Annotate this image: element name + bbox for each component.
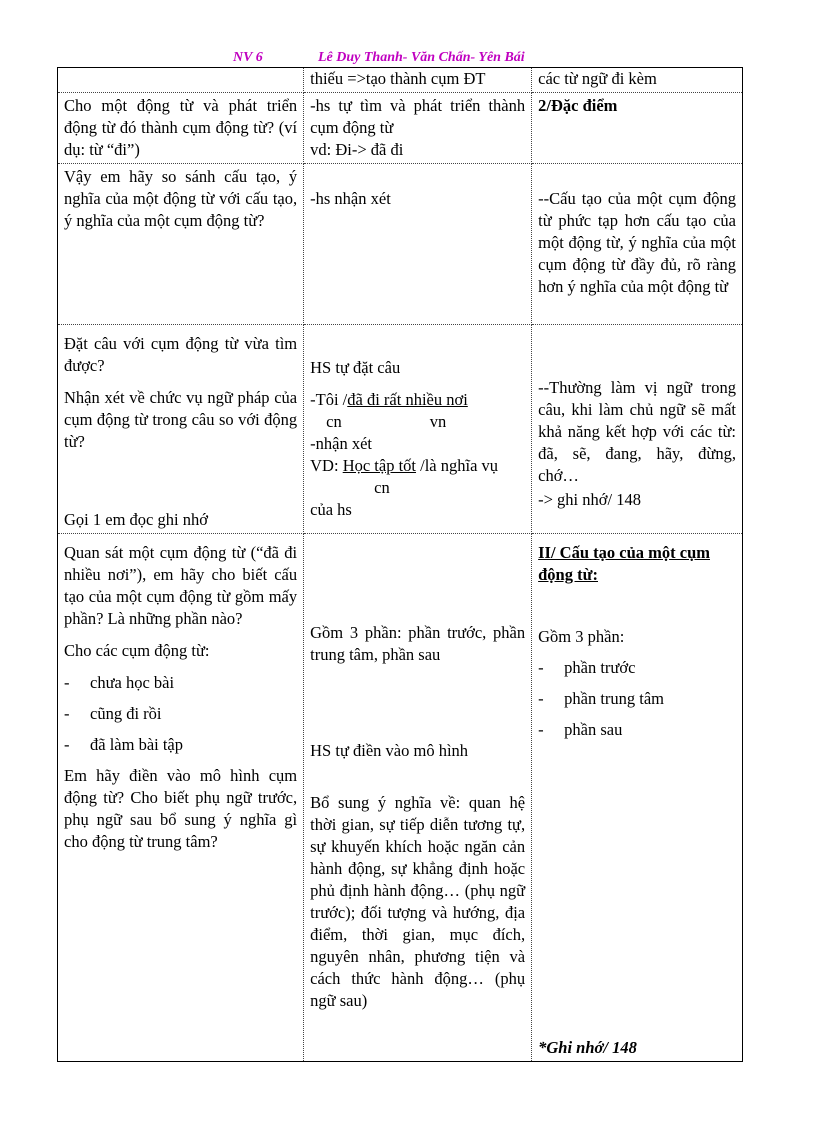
- list-item: - cũng đi rồi: [64, 704, 162, 723]
- example-sentence: -Tôi /đã đi rất nhiều nơi: [310, 390, 468, 409]
- table-row: [58, 68, 743, 93]
- cell-text: -> ghi nhớ/ 148: [538, 490, 641, 509]
- cell-text: Cho các cụm động từ:: [64, 641, 210, 660]
- cell-teacher: [58, 534, 304, 1062]
- cell-content: [532, 325, 743, 534]
- section-heading: II/ Cấu tạo của một cụm động từ:: [538, 543, 710, 584]
- note-reference: *Ghi nhớ/ 148: [538, 1038, 637, 1057]
- cell-text: Cho một động từ và phát triển động từ đó thành cụm động từ? (ví dụ: từ “đi”): [64, 96, 298, 159]
- cell-teacher: [58, 325, 304, 534]
- example-analysis: cn vn: [326, 412, 447, 431]
- cell-text: --Thường làm vị ngữ trong câu, khi làm chủ ngữ sẽ mất khả năng kết hợp với các từ: đã, sẽ, đang, hãy, đừng, chớ…: [538, 378, 736, 485]
- header-left: NV 6: [233, 50, 263, 65]
- cell-text: HS tự đặt câu: [310, 358, 401, 377]
- cell-text: Gồm 3 phần:: [538, 627, 625, 646]
- cell-text: Nhận xét về chức vụ ngữ pháp của cụm động từ trong câu so với động từ?: [64, 388, 298, 451]
- list-item: - phần sau: [538, 720, 623, 739]
- cell-text: -nhận xét: [310, 434, 372, 453]
- list-item: - đã làm bài tập: [64, 735, 184, 754]
- list-item: - phần trung tâm: [538, 689, 665, 708]
- cell-teacher: [58, 164, 304, 325]
- cell-text: -hs nhận xét: [310, 189, 391, 208]
- cell-content: [532, 164, 743, 325]
- cell-content: [532, 534, 743, 1062]
- table-row: [58, 325, 743, 534]
- section-heading: 2/Đặc điểm: [538, 96, 618, 115]
- table-row: [58, 164, 743, 325]
- cell-content: [532, 68, 743, 93]
- cell-student: [304, 68, 532, 93]
- cell-student: [304, 325, 532, 534]
- cell-text: thiếu =>tạo thành cụm ĐT: [310, 69, 486, 88]
- list-item: - phần trước: [538, 658, 636, 677]
- cell-text: vd: Đi-> đã đi: [310, 140, 404, 159]
- cell-text: Em hãy điền vào mô hình cụm động từ? Cho biết phụ ngữ trước, phụ ngữ sau bổ sung ý nghĩa gì cho động từ trung tâm?: [64, 766, 298, 851]
- cell-text: HS tự điền vào mô hình: [310, 741, 469, 760]
- cell-text: Bổ sung ý nghĩa về: quan hệ thời gian, sự tiếp diễn tương tự, sự khuyến khích hoặc ngăn cản hành động, sự khẳng định hoặc phủ định hành động… (phụ ngữ trước); đối tượng và hướng, địa điểm, thời gian, mục đích, nguyên nhân, phương tiện và cách thức hành động… (phụ ngữ sau): [310, 793, 526, 1010]
- example-analysis: cn: [374, 478, 390, 497]
- table-row: [58, 93, 743, 164]
- example-sentence: VD: Học tập tốt /là nghĩa vụ: [310, 456, 499, 475]
- cell-student: [304, 534, 532, 1062]
- page-header: [0, 50, 816, 68]
- cell-text: -hs tự tìm và phát triển thành cụm động từ: [310, 96, 526, 137]
- cell-text: Đặt câu với cụm động từ vừa tìm được?: [64, 334, 298, 375]
- header-author: Lê Duy Thanh- Văn Chấn- Yên Bái: [318, 50, 525, 65]
- cell-student: [304, 93, 532, 164]
- cell-teacher: [58, 93, 304, 164]
- table-row: [58, 534, 743, 1062]
- cell-text: --Cấu tạo của một cụm động từ phức tạp hơn cấu tạo của một động từ, ý nghĩa của một cụm động từ đầy đủ, rõ ràng hơn ý nghĩa của một động từ: [538, 189, 736, 296]
- lesson-table: [57, 67, 743, 1062]
- cell-text: các từ ngữ đi kèm: [538, 69, 657, 88]
- cell-text: Gồm 3 phần: phần trước, phần trung tâm, phần sau: [310, 623, 526, 664]
- cell-content: [532, 93, 743, 164]
- cell-teacher: [58, 68, 304, 93]
- cell-text: của hs: [310, 500, 352, 519]
- cell-student: [304, 164, 532, 325]
- cell-text: Vậy em hãy so sánh cấu tạo, ý nghĩa của một động từ với cấu tạo, ý nghĩa của một cụm động từ?: [64, 167, 298, 230]
- list-item: - chưa học bài: [64, 673, 175, 692]
- cell-text: Gọi 1 em đọc ghi nhớ: [64, 510, 208, 529]
- cell-text: Quan sát một cụm động từ (“đã đi nhiều nơi”), em hãy cho biết cấu tạo của một cụm động từ gồm mấy phần? Là những phần nào?: [64, 543, 298, 628]
